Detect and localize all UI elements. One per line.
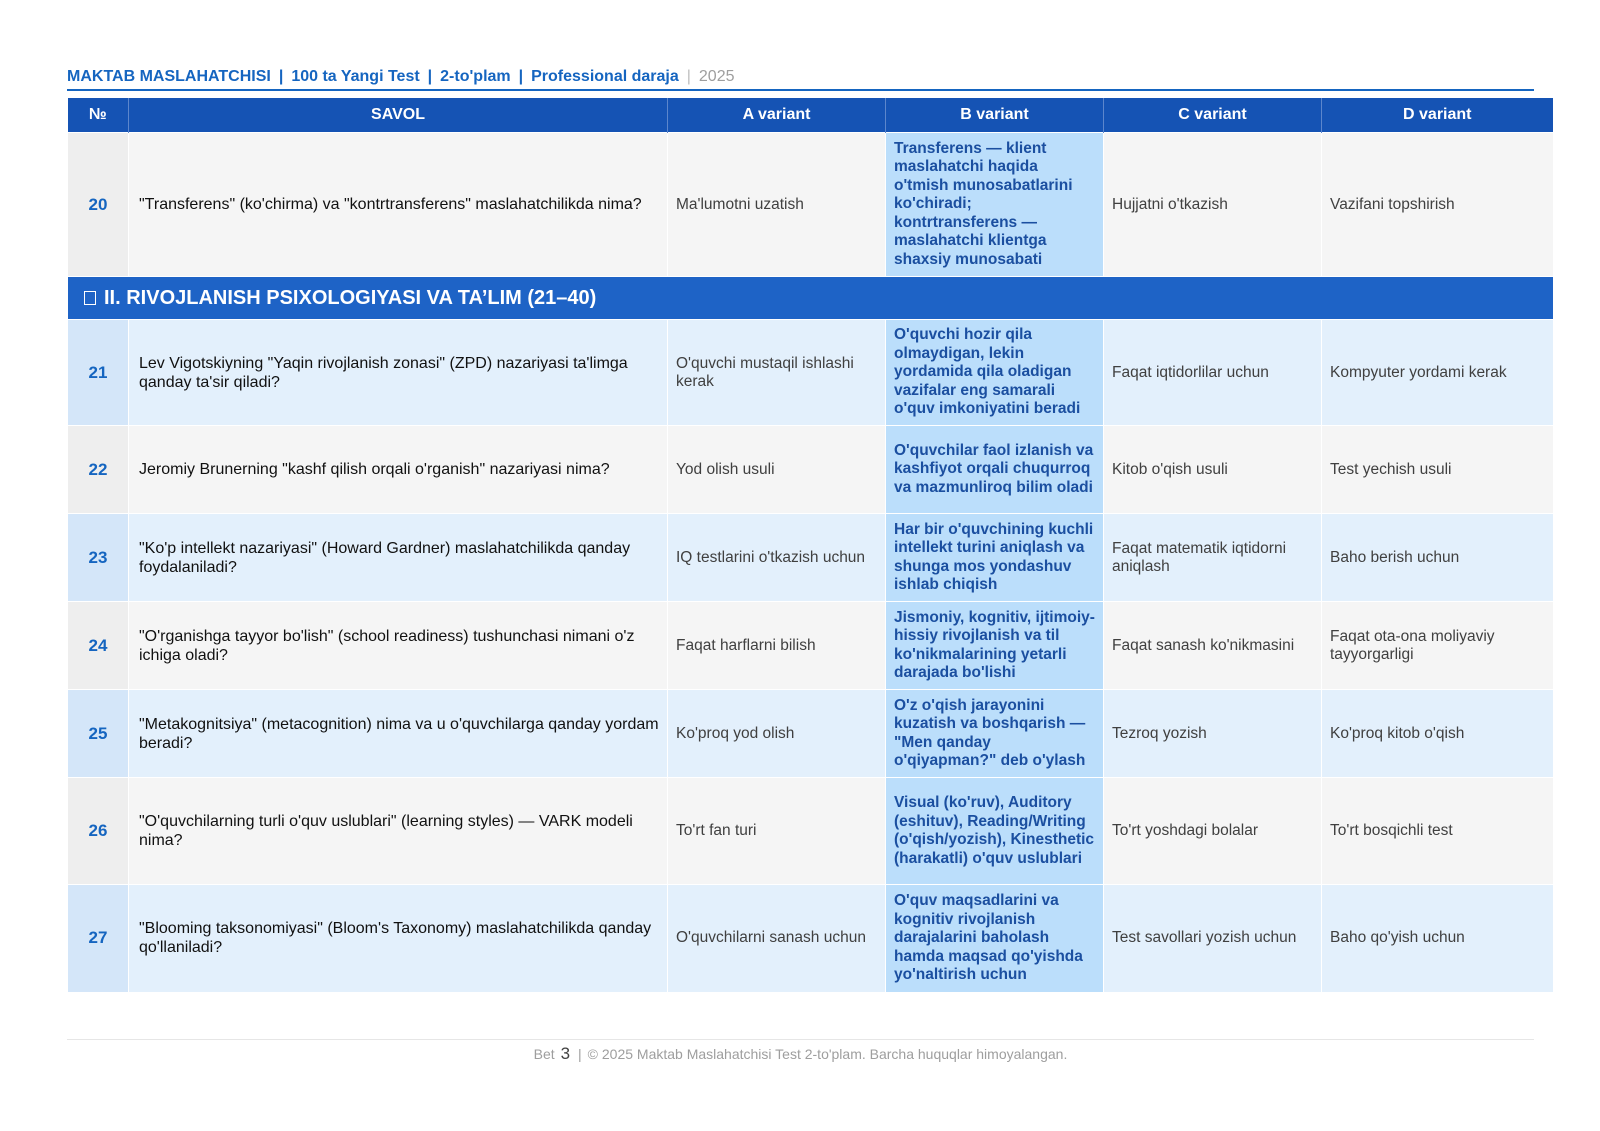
page-number: 3 xyxy=(560,1044,571,1063)
header-level: Professional daraja xyxy=(531,68,679,85)
header-separator: | xyxy=(518,68,524,85)
question-number: 21 xyxy=(68,320,129,426)
question-number: 20 xyxy=(68,133,129,277)
question-text: "O'quvchilarning turli o'quv uslublari" (learning styles) — VARK modeli nima? xyxy=(129,778,668,885)
question-number: 26 xyxy=(68,778,129,885)
header-separator: | xyxy=(278,68,284,85)
header-separator: | xyxy=(427,68,433,85)
option-c: Hujjatni o'tkazish xyxy=(1104,133,1322,277)
table-row xyxy=(68,885,1553,992)
option-c: To'rt yoshdagi bolalar xyxy=(1104,778,1322,885)
option-b-correct: O'quvchi hozir qila olmaydigan, lekin yordamida qila oladigan vazifalar eng samarali o'quv imkoniyatini beradi xyxy=(886,320,1104,426)
option-b-correct: Har bir o'quvchining kuchli intellekt turini aniqlash va shunga mos yondashuv ishlab chiqish xyxy=(886,514,1104,602)
column-header-question: SAVOL xyxy=(129,98,668,133)
option-d: Kompyuter yordami kerak xyxy=(1322,320,1553,426)
table-header-row xyxy=(68,98,1553,133)
option-b-correct: Transferens — klient maslahatchi haqida o'tmish munosabatlarini ko'chiradi; kontrtransferens — maslahatchi klientga shaxsiy munosabati xyxy=(886,133,1104,277)
option-d: Ko'proq kitob o'qish xyxy=(1322,690,1553,778)
option-a: To'rt fan turi xyxy=(668,778,886,885)
question-text: Jeromiy Brunerning "kashf qilish orqali o'rganish" nazariyasi nima? xyxy=(129,426,668,514)
header-series: 100 ta Yangi Test xyxy=(291,68,420,85)
question-number: 24 xyxy=(68,602,129,690)
option-c: Test savollari yozish uchun xyxy=(1104,885,1322,992)
table-row xyxy=(68,690,1553,778)
option-c: Faqat sanash ko'nikmasini xyxy=(1104,602,1322,690)
option-d: Baho qo'yish uchun xyxy=(1322,885,1553,992)
option-b-correct: Jismoniy, kognitiv, ijtimoiy-hissiy rivojlanish va til ko'nikmalarining yetarli darajada bo'lishi xyxy=(886,602,1104,690)
column-header-a: A variant xyxy=(668,98,886,133)
option-a: Ko'proq yod olish xyxy=(668,690,886,778)
question-text: Lev Vigotskiyning "Yaqin rivojlanish zonasi" (ZPD) nazariyasi ta'limga qanday ta'sir qiladi? xyxy=(129,320,668,426)
question-text: "Ko'p intellekt nazariyasi" (Howard Gardner) maslahatchilikda qanday foydalaniladi? xyxy=(129,514,668,602)
option-b-correct: O'quvchilar faol izlanish va kashfiyot orqali chuqurroq va mazmunliroq bilim oladi xyxy=(886,426,1104,514)
header-brand: MAKTAB MASLAHATCHISI xyxy=(67,68,271,85)
header-separator: | xyxy=(686,68,691,85)
table-row xyxy=(68,778,1553,885)
option-a: O'quvchilarni sanash uchun xyxy=(668,885,886,992)
option-d: To'rt bosqichli test xyxy=(1322,778,1553,885)
option-a: IQ testlarini o'tkazish uchun xyxy=(668,514,886,602)
header-set: 2-to'plam xyxy=(440,68,511,85)
section-box-icon xyxy=(84,291,96,305)
table-row xyxy=(68,426,1553,514)
section-header xyxy=(68,277,1553,320)
question-table xyxy=(67,98,1553,992)
table-row xyxy=(68,514,1553,602)
option-a: Faqat harflarni bilish xyxy=(668,602,886,690)
column-header-b: B variant xyxy=(886,98,1104,133)
question-number: 25 xyxy=(68,690,129,778)
option-d: Faqat ota-ona moliyaviy tayyorgarligi xyxy=(1322,602,1553,690)
option-b-correct: O'z o'qish jarayonini kuzatish va boshqarish — "Men qanday o'qiyapman?" deb o'ylash xyxy=(886,690,1104,778)
option-d: Vazifani topshirish xyxy=(1322,133,1553,277)
page-label: Bet xyxy=(533,1046,555,1062)
table-row xyxy=(68,320,1553,426)
table-row xyxy=(68,602,1553,690)
section-title: II. RIVOJLANISH PSIXOLOGIYASI VA TA’LIM (21–40) xyxy=(104,287,597,309)
option-a: Yod olish usuli xyxy=(668,426,886,514)
option-d: Test yechish usuli xyxy=(1322,426,1553,514)
question-number: 22 xyxy=(68,426,129,514)
question-text: "Blooming taksonomiyasi" (Bloom's Taxonomy) maslahatchilikda qanday qo'llaniladi? xyxy=(129,885,668,992)
question-text: "Transferens" (ko'chirma) va "kontrtransferens" maslahatchilikda nima? xyxy=(129,133,668,277)
footer-separator: | xyxy=(578,1046,582,1062)
page-footer xyxy=(67,1039,1534,1064)
question-number: 27 xyxy=(68,885,129,992)
document-header xyxy=(67,68,1534,91)
option-a: O'quvchi mustaqil ishlashi kerak xyxy=(668,320,886,426)
option-d: Baho berish uchun xyxy=(1322,514,1553,602)
copyright-text: © 2025 Maktab Maslahatchisi Test 2-to'plam. Barcha huquqlar himoyalangan. xyxy=(587,1046,1068,1062)
section-header-row xyxy=(68,277,1553,320)
option-b-correct: O'quv maqsadlarini va kognitiv rivojlanish darajalarini baholash hamda maqsad qo'yishda yo'naltirish uchun xyxy=(886,885,1104,992)
option-c: Faqat matematik iqtidorni aniqlash xyxy=(1104,514,1322,602)
question-text: "Metakognitsiya" (metacognition) nima va u o'quvchilarga qanday yordam beradi? xyxy=(129,690,668,778)
header-year: 2025 xyxy=(698,68,735,85)
option-c: Faqat iqtidorlilar uchun xyxy=(1104,320,1322,426)
option-b-correct: Visual (ko'ruv), Auditory (eshituv), Reading/Writing (o'qish/yozish), Kinesthetic (harakatli) o'quv uslublari xyxy=(886,778,1104,885)
option-c: Kitob o'qish usuli xyxy=(1104,426,1322,514)
option-a: Ma'lumotni uzatish xyxy=(668,133,886,277)
table-row xyxy=(68,133,1553,277)
column-header-c: C variant xyxy=(1104,98,1322,133)
question-text: "O'rganishga tayyor bo'lish" (school readiness) tushunchasi nimani o'z ichiga oladi? xyxy=(129,602,668,690)
column-header-number: № xyxy=(68,98,129,133)
column-header-d: D variant xyxy=(1322,98,1553,133)
option-c: Tezroq yozish xyxy=(1104,690,1322,778)
question-number: 23 xyxy=(68,514,129,602)
